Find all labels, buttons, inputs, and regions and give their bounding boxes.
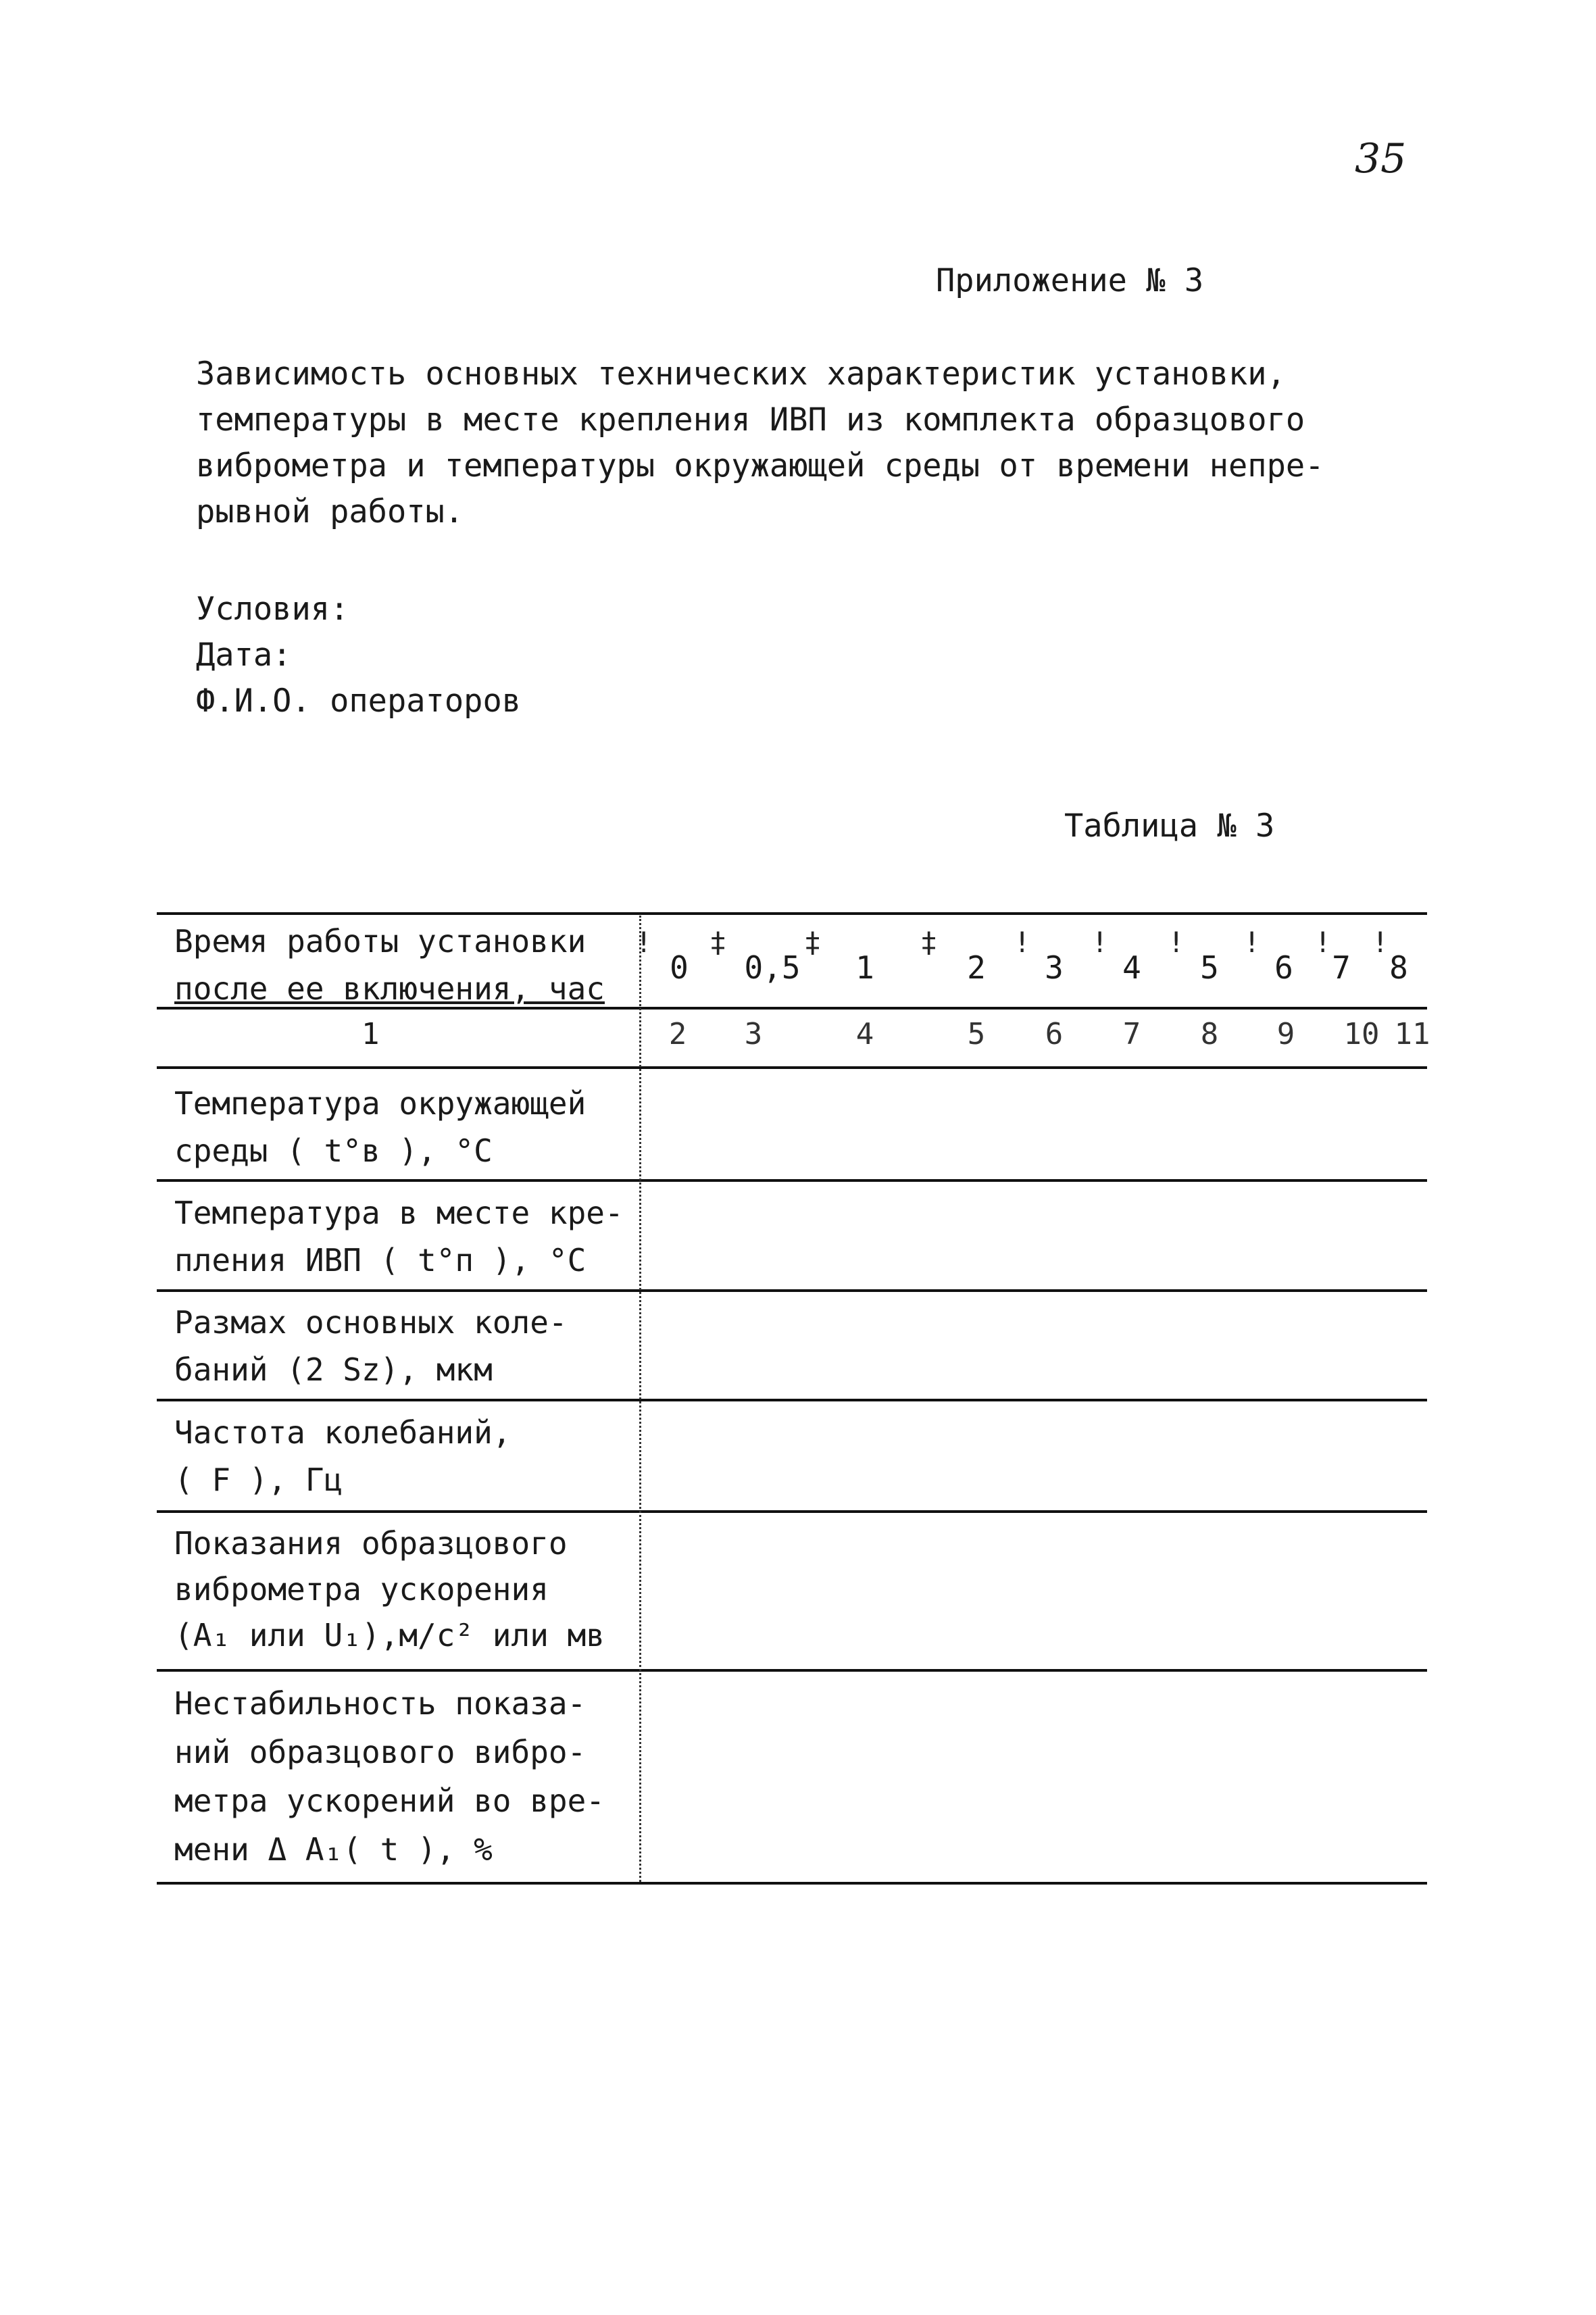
column-separator: ! [1243,926,1261,959]
column-number: 10 [1343,1017,1380,1051]
intro-line: Зависимость основных технических характеристик установки, [196,355,1286,393]
table-row [174,1080,586,1174]
appendix-title: Приложение № 3 [936,262,1204,299]
column-number: 8 [1200,1017,1219,1051]
column-separator: ! [1168,926,1185,959]
row-label-line: виброметра ускорения [174,1571,549,1608]
column-separator: ‡ [709,926,727,959]
table-bottom-rule [157,1882,1427,1885]
row-label-line: Нестабильность показа- [174,1685,587,1722]
time-column-header: 0,5 [744,949,801,986]
column-number: 3 [744,1017,763,1051]
column-number: 11 [1394,1017,1430,1051]
column-separator: ! [1014,926,1031,959]
table-numbers-rule [157,1066,1427,1069]
time-column-header: 3 [1045,949,1064,986]
row-label-line: баний (2 Sz), мкм [174,1351,493,1388]
table-row [174,1409,512,1503]
row-label-line: Температура окружающей [174,1085,587,1122]
column-separator: ‡ [804,926,822,959]
time-column-header: 5 [1200,949,1219,986]
column-separator: ! [635,926,653,959]
row-rule [157,1289,1427,1292]
time-column-header: 8 [1389,949,1408,986]
row-label-line: мени Δ A₁( t ), % [174,1831,493,1868]
row-label-line: (A₁ или U₁),м/c² или мв [174,1617,605,1653]
conditions-block [196,587,521,724]
row-label-line: Частота колебаний, [174,1414,512,1451]
time-column-header: 1 [855,949,874,986]
row-label-line: ( F ), Гц [174,1462,343,1498]
row-label-line: Показания образцового [174,1525,568,1562]
page-number: 35 [1355,135,1407,182]
row-rule [157,1399,1427,1401]
time-column-header: 2 [967,949,986,986]
row-label-line: метра ускорений во вре- [174,1783,605,1819]
header-label-line: после ее включения, час [174,970,605,1007]
column-separator: ! [1314,926,1332,959]
header-label-line: Время работы установки [174,923,587,960]
time-column-header: 7 [1332,949,1351,986]
row-label-line: среды ( t°в ), °C [174,1132,493,1169]
intro-paragraph [196,351,1358,535]
row-label-line: Размах основных коле- [174,1304,568,1341]
intro-line: температуры в месте крепления ИВП из комплекта образцового [196,401,1305,439]
table-row [174,1679,605,1874]
column-number: 5 [967,1017,986,1051]
date-label: Дата: [196,637,292,674]
column-number: 4 [855,1017,874,1051]
row-rule [157,1669,1427,1672]
row-rule [157,1179,1427,1182]
row-label-line: пления ИВП ( t°п ), °C [174,1242,587,1278]
operators-label: Ф.И.О. операторов [196,682,522,720]
table-top-rule [157,912,1427,915]
table-caption: Таблица № 3 [1064,807,1275,845]
column-number: 2 [668,1017,687,1051]
row-label-line: Температура в месте кре- [174,1195,624,1231]
time-column-header: 6 [1274,949,1293,986]
row-rule [157,1510,1427,1513]
column-separator: ‡ [920,926,938,959]
time-column-header: 0 [670,949,689,986]
column-number: 9 [1276,1017,1295,1051]
row-label-line: ний образцового вибро- [174,1734,587,1770]
header-label [174,918,605,1012]
column-number: 7 [1122,1017,1141,1051]
intro-line: виброметра и температуры окружающей среды от времени непре- [196,447,1324,484]
conditions-label: Условия: [196,591,349,628]
table-row [174,1299,568,1393]
column-number: 6 [1045,1017,1064,1051]
table-row [174,1189,624,1284]
column-number: 1 [361,1017,380,1051]
column-separator: ! [1372,926,1389,959]
time-column-header: 4 [1122,949,1141,986]
label-column-divider [639,916,641,1882]
column-separator: ! [1091,926,1109,959]
table-row [174,1520,605,1658]
intro-line: рывной работы. [196,493,464,530]
